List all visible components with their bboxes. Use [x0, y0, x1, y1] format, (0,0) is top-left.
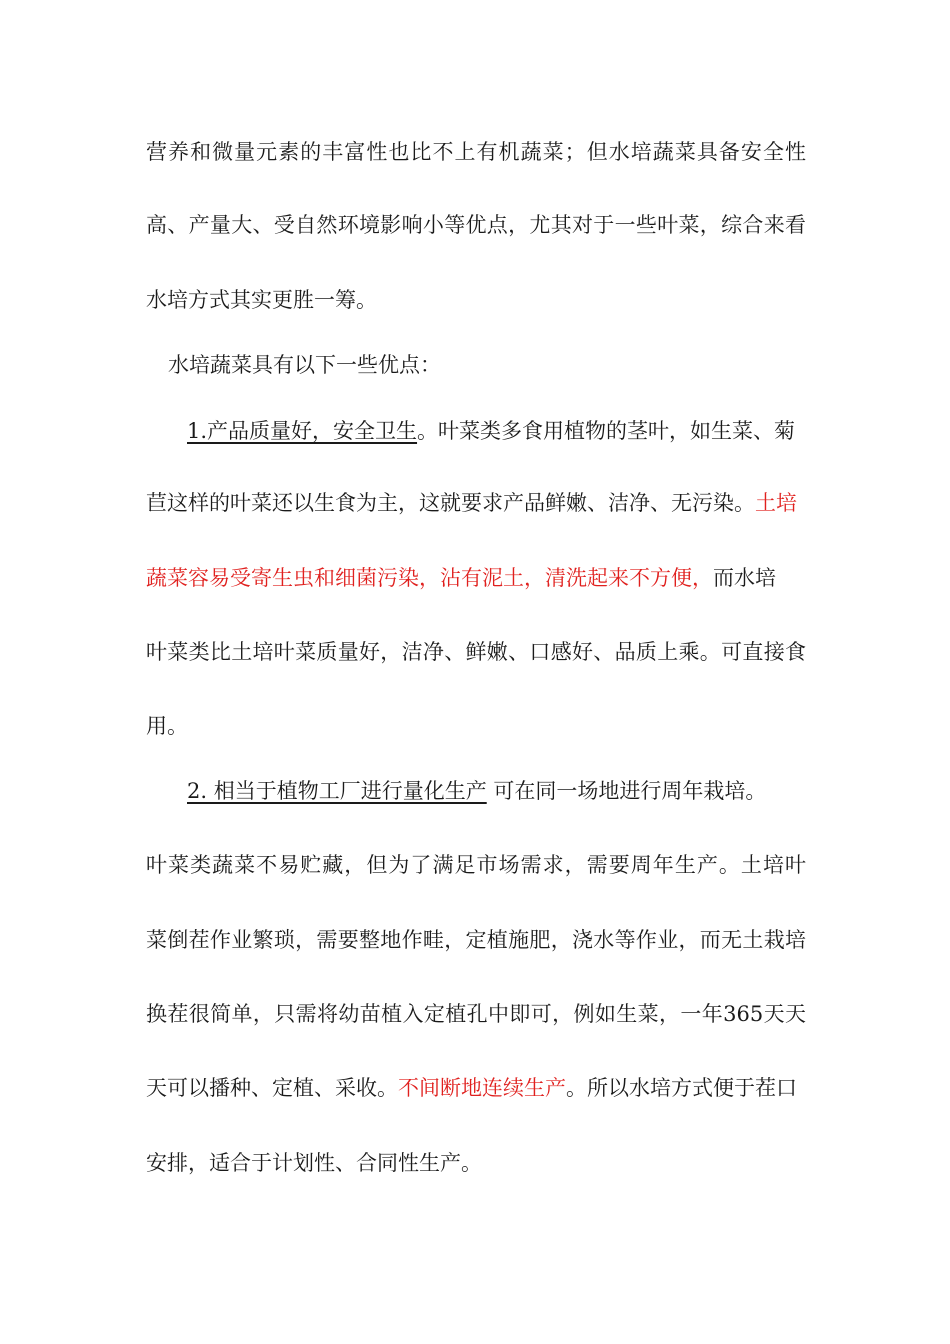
advantage-2-line [187, 776, 806, 806]
paragraph-line: 换茬很简单，只需将幼苗植入定植孔中即可，例如生菜，一年365天天 [146, 1002, 806, 1026]
advantage-2-text: 。所以水培方式便于茬口 [566, 1076, 797, 1100]
highlighted-text: 蔬菜容易受寄生虫和细菌污染，沾有泥土，清洗起来不方便， [146, 566, 713, 590]
highlighted-text: 不间断地连续生产 [398, 1076, 566, 1100]
advantage-2-line [146, 1073, 806, 1103]
highlighted-text: 土培 [755, 491, 797, 515]
paragraph-line: 水培方式其实更胜一筹。 [146, 288, 377, 312]
advantage-1-line [187, 416, 806, 446]
paragraph-line: 安排，适合于计划性、合同性生产。 [146, 1151, 482, 1175]
advantage-1-text: 而水培 [713, 566, 776, 590]
advantage-1-text: 苣这样的叶菜还以生食为主，这就要求产品鲜嫩、洁净、无污染。 [146, 491, 755, 515]
advantage-1-line [146, 488, 806, 518]
advantage-1-line: 叶菜类比土培叶菜质量好，洁净、鲜嫩、口感好、品质上乘。可直接食 [146, 640, 806, 664]
advantage-1-line: 用。 [146, 714, 188, 738]
advantage-1-line [146, 563, 806, 593]
advantage-2-text: 可在同一场地进行周年栽培。 [486, 779, 767, 803]
section-intro: 水培蔬菜具有以下一些优点： [168, 353, 441, 377]
advantage-2-heading: 2. 相当于植物工厂进行量化生产 [187, 779, 487, 803]
paragraph-line: 营养和微量元素的丰富性也比不上有机蔬菜；但水培蔬菜具备安全性 [146, 140, 806, 164]
advantage-1-text: 。叶菜类多食用植物的茎叶，如生菜、菊 [417, 419, 796, 443]
paragraph-line: 高、产量大、受自然环境影响小等优点，尤其对于一些叶菜，综合来看 [146, 213, 806, 237]
advantage-2-line: 叶菜类蔬菜不易贮藏，但为了满足市场需求，需要周年生产。土培叶 [146, 853, 806, 877]
advantage-1-heading: 1.产品质量好，安全卫生 [187, 419, 418, 443]
paragraph-line: 菜倒茬作业繁琐，需要整地作畦，定植施肥，浇水等作业，而无土栽培 [146, 928, 806, 952]
advantage-2-text: 天可以播种、定植、采收。 [146, 1076, 398, 1100]
